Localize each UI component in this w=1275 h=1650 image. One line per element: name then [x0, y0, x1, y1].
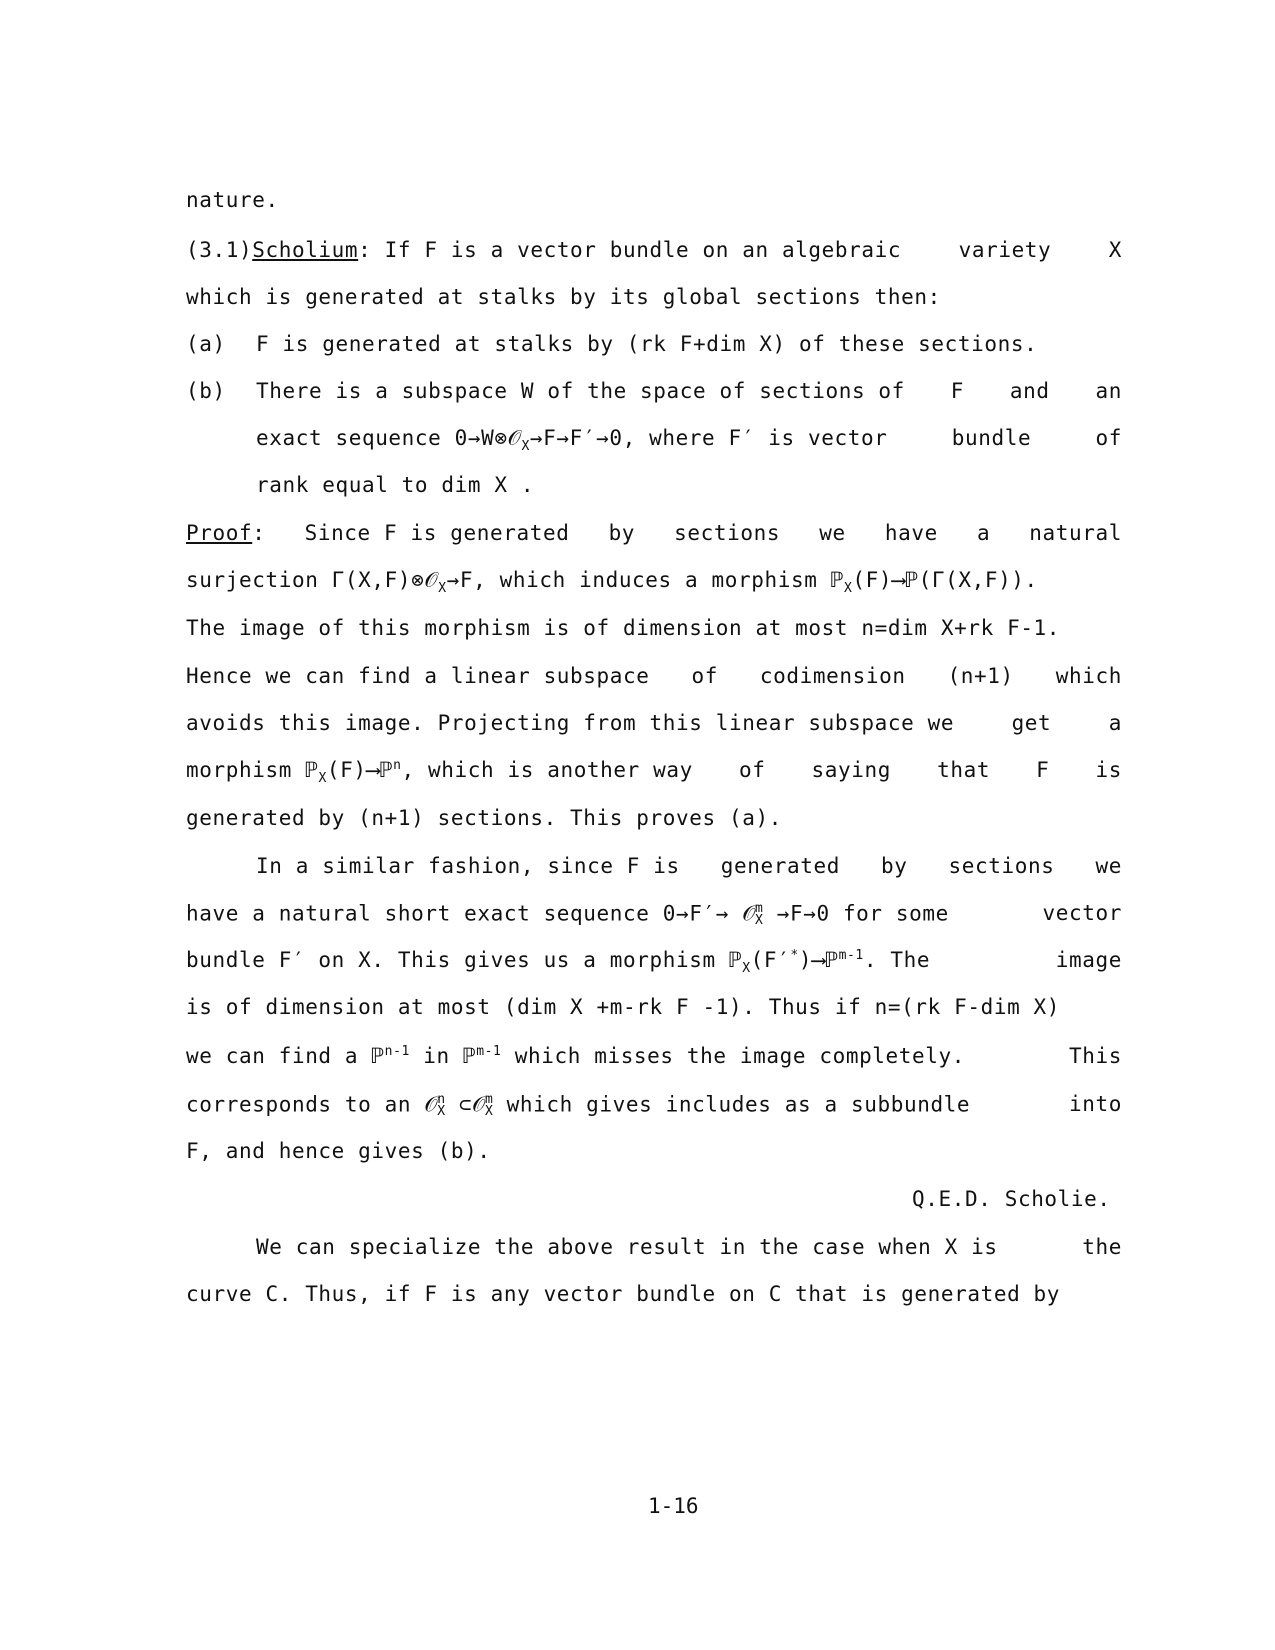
text-line [256, 475, 534, 496]
superscript: m-1 [838, 948, 864, 963]
text-line [186, 808, 782, 829]
text-line [186, 758, 1122, 787]
text-span: of [1095, 426, 1122, 450]
text-span: : [252, 521, 266, 545]
proof-label: Proof [186, 521, 253, 545]
text-span: exact sequence 0→W⊗𝒪 [256, 426, 522, 450]
text-span: we [819, 521, 846, 545]
text-span: →F→0 for some [763, 901, 949, 926]
text-span: generated by (n+1) sections. This proves (a). [186, 806, 782, 830]
text-line [186, 190, 279, 211]
subscript: X [437, 1103, 446, 1119]
scholium-title: Scholium [252, 238, 359, 262]
text-span: . The [863, 948, 931, 972]
text-span: of [691, 664, 718, 688]
text-span: F, and hence gives (b). [186, 1139, 491, 1163]
text-line [186, 903, 1122, 926]
text-span: is of dimension at most (dim X +m-rk F -1). Thus if n=(rk F-dim X) [186, 995, 1061, 1019]
text-line [186, 618, 1060, 639]
text-line [186, 948, 1122, 977]
superscript: m [484, 1092, 494, 1107]
text-line [256, 856, 1122, 877]
text-span [186, 948, 931, 977]
text-line [256, 334, 1037, 355]
text-span: an [1095, 379, 1122, 403]
text-span: vector [1042, 901, 1122, 925]
text-span: by [608, 521, 636, 545]
text-span: bundle [951, 426, 1032, 450]
text-span: image [1055, 948, 1122, 972]
text-span: in ℙ [409, 1044, 477, 1068]
text-span: F [1036, 758, 1050, 782]
text-span: into [1069, 1092, 1122, 1116]
text-span: variety [958, 238, 1052, 262]
text-span [186, 903, 949, 926]
text-span [256, 426, 888, 455]
text-span [186, 1046, 965, 1067]
text-span: a [1108, 711, 1122, 735]
text-span: We can specialize the above result in the case when X is [256, 1235, 998, 1259]
subscript: X [484, 1103, 494, 1119]
qed-text: Q.E.D. Scholie. [912, 1187, 1111, 1211]
text-span: F is generated at stalks by (rk F+dim X) of these sections. [256, 332, 1038, 356]
superscript: m-1 [476, 1044, 502, 1059]
text-span: There is a subspace W of the space of sections of [256, 379, 905, 403]
text-span: (n+1) [947, 664, 1014, 688]
text-span: which [1055, 664, 1122, 688]
scholium-heading-line [186, 240, 1122, 261]
subscript: X [755, 912, 764, 928]
text-line [256, 381, 1122, 402]
scholium-number: (3.1) [186, 238, 253, 262]
list-item-a [186, 334, 226, 355]
text-span: and [1009, 379, 1050, 403]
text-span: natural [1029, 521, 1122, 545]
text-span: )⟶ℙ [798, 948, 839, 972]
text-span: a [976, 521, 991, 545]
text-span: : If F is a vector bundle on an algebraic [358, 238, 902, 262]
superscript: n [393, 758, 402, 773]
text-span: →F, which induces a morphism ℙ [446, 568, 844, 592]
text-span: by [881, 854, 908, 878]
list-marker: (b) [186, 379, 226, 403]
text-span: which misses the image completely. [501, 1044, 966, 1068]
subscript: X [318, 771, 327, 787]
text-span: of [738, 758, 766, 782]
text-span: Since F is generated [304, 521, 570, 545]
text-span: codimension [759, 664, 906, 688]
text-span: we can find a ℙ [186, 1044, 385, 1068]
subscript: X [438, 581, 447, 597]
text-line [186, 568, 1038, 597]
text-line [186, 1284, 1060, 1305]
text-span [186, 240, 901, 261]
text-span: which is generated at stalks by its global sections then: [186, 285, 941, 309]
text-line [186, 713, 1122, 734]
superscript: * [790, 948, 799, 963]
text-span: is [1095, 758, 1122, 782]
text-span: surjection Γ(X,F)⊗𝒪 [186, 568, 439, 592]
text-span: have a natural short exact sequence 0→F′→ 𝒪 [186, 901, 757, 926]
text-span: Hence we can find a linear subspace [186, 664, 650, 688]
superscript: m [755, 901, 764, 916]
subscript: X [843, 581, 853, 597]
text-line [256, 426, 1122, 455]
text-span: (F)⟶ℙ [326, 758, 394, 782]
text-line [186, 1046, 1122, 1067]
list-item-b [186, 381, 226, 402]
text-span: have [884, 521, 938, 545]
text-span: generated [720, 854, 840, 878]
text-line [186, 1094, 1122, 1117]
text-span: X [1108, 238, 1122, 262]
text-span: F [950, 379, 965, 403]
text-span: This [1069, 1044, 1122, 1068]
superscript: n [437, 1092, 446, 1107]
text-span: (F′ [750, 948, 791, 972]
text-line [186, 287, 941, 308]
text-span: avoids this image. Projecting from this linear subspace we [186, 711, 955, 735]
text-line [186, 1141, 491, 1162]
text-span [186, 1094, 970, 1117]
text-line [256, 1237, 1122, 1258]
text-span: (F)⟶ℙ(Γ(X,F)). [852, 568, 1038, 592]
page-number: 1-16 [648, 1494, 699, 1518]
text-span: In a similar fashion, since F is [256, 854, 680, 878]
text-span: corresponds to an 𝒪 [186, 1092, 439, 1117]
text-span: nature. [186, 188, 279, 212]
text-span: that [937, 758, 991, 782]
text-span: curve C. Thus, if F is any vector bundle on C that is generated by [186, 1282, 1061, 1306]
text-span: ⊂𝒪 [445, 1092, 486, 1117]
text-span: we [1095, 854, 1122, 878]
text-line [186, 666, 1122, 687]
superscript: n-1 [384, 1044, 410, 1059]
text-span: bundle F′ on X. This gives us a morphism ℙ [186, 948, 743, 972]
text-line [186, 997, 1060, 1018]
list-marker: (a) [186, 332, 226, 356]
sub-sup-stack [437, 1094, 445, 1117]
text-span [186, 523, 265, 544]
text-span: get [1011, 711, 1052, 735]
text-span: saying [811, 758, 892, 782]
subscript: X [742, 961, 751, 977]
text-span [186, 758, 693, 787]
text-span: the [1082, 1235, 1122, 1259]
proof-line [186, 523, 1122, 544]
qed-line [912, 1189, 1111, 1210]
text-span: →F→F′→0, where F′ is vector [529, 426, 888, 450]
text-span: sections [674, 521, 781, 545]
text-span: sections [948, 854, 1055, 878]
text-span: rank equal to dim X . [256, 473, 535, 497]
text-span: which gives includes as a subbundle [493, 1092, 971, 1117]
text-span: , which is another way [401, 758, 693, 782]
text-span: morphism ℙ [186, 758, 319, 782]
text-span: The image of this morphism is of dimension at most n=dim X+rk F-1. [186, 616, 1061, 640]
subscript: X [521, 439, 530, 455]
